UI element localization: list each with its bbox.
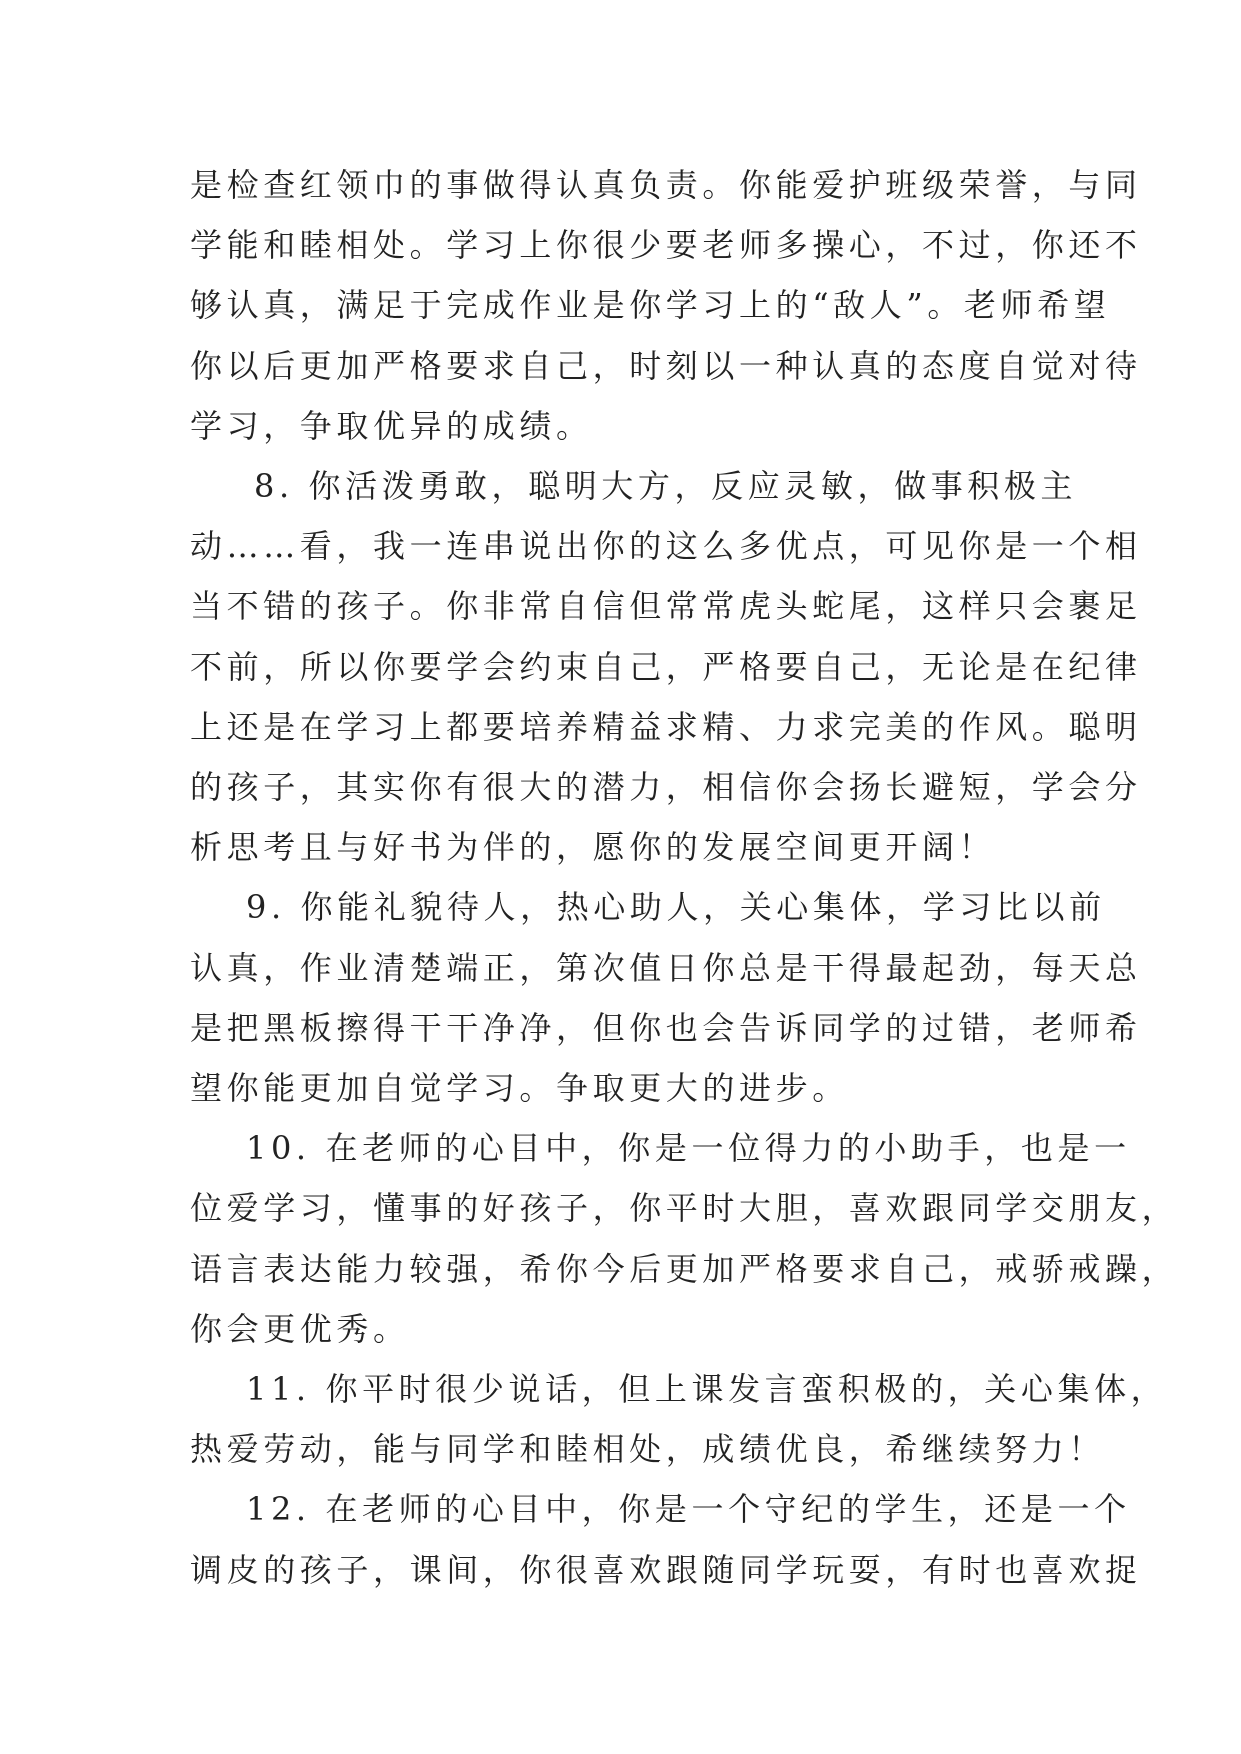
paragraph-item-10 [190, 1118, 1179, 1359]
text-line: 语言表达能力较强，希你今后更加严格要求自己，戒骄戒躁， [190, 1249, 1179, 1288]
paragraph-item-8 [190, 456, 1142, 877]
paragraph-continued [190, 155, 1142, 456]
text-line: 望你能更加自觉学习。争取更大的进步。 [190, 1069, 849, 1108]
text-line: 热爱劳动，能与同学和睦相处，成绩优良，希继续努力！ [190, 1430, 1106, 1469]
text-line: 12. 在老师的心目中，你是一个守纪的学生，还是一个 [246, 1490, 1131, 1529]
text-line: 不前，所以你要学会约束自己，严格要自己，无论是在纪律 [190, 647, 1142, 686]
text-line: 当不错的孩子。你非常自信但常常虎头蛇尾，这样只会裹足 [190, 587, 1142, 626]
text-line: 位爱学习，懂事的好孩子，你平时大胆，喜欢跟同学交朋友， [190, 1189, 1179, 1228]
text-line: 11. 你平时很少说话，但上课发言蛮积极的，关心集体， [246, 1370, 1168, 1409]
text-line: 8. 你活泼勇敢，聪明大方，反应灵敏，做事积极主 [254, 467, 1078, 506]
text-line: 析思考且与好书为伴的，愿你的发展空间更开阔！ [190, 828, 996, 867]
text-line: 够认真，满足于完成作业是你学习上的“敌人”。老师希望 [190, 286, 1111, 325]
text-line: 你会更优秀。 [190, 1309, 410, 1348]
text-line: 学能和睦相处。学习上你很少要老师多操心，不过，你还不 [190, 226, 1142, 265]
paragraph-item-12 [190, 1479, 1142, 1599]
text-line: 调皮的孩子，课间，你很喜欢跟随同学玩耍，有时也喜欢捉 [190, 1550, 1142, 1589]
document-body [190, 155, 1179, 1600]
text-line: 学习，争取优异的成绩。 [190, 406, 593, 445]
paragraph-item-11 [190, 1359, 1168, 1479]
text-line: 认真，作业清楚端正，第次值日你总是干得最起劲，每天总 [190, 948, 1142, 987]
paragraph-item-9 [190, 877, 1142, 1118]
text-line: 你以后更加严格要求自己，时刻以一种认真的态度自觉对待 [190, 346, 1142, 385]
text-line: 是检查红领巾的事做得认真负责。你能爱护班级荣誉，与同 [190, 166, 1142, 204]
text-line: 9. 你能礼貌待人，热心助人，关心集体，学习比以前 [246, 888, 1106, 927]
text-line: 的孩子，其实你有很大的潜力，相信你会扬长避短，学会分 [190, 768, 1142, 807]
text-line: 是把黑板擦得干干净净，但你也会告诉同学的过错，老师希 [190, 1008, 1142, 1047]
text-line: 动……看，我一连串说出你的这么多优点，可见你是一个相 [190, 527, 1142, 566]
text-line: 10. 在老师的心目中，你是一位得力的小助手，也是一 [246, 1129, 1131, 1168]
text-line: 上还是在学习上都要培养精益求精、力求完美的作风。聪明 [190, 707, 1142, 746]
